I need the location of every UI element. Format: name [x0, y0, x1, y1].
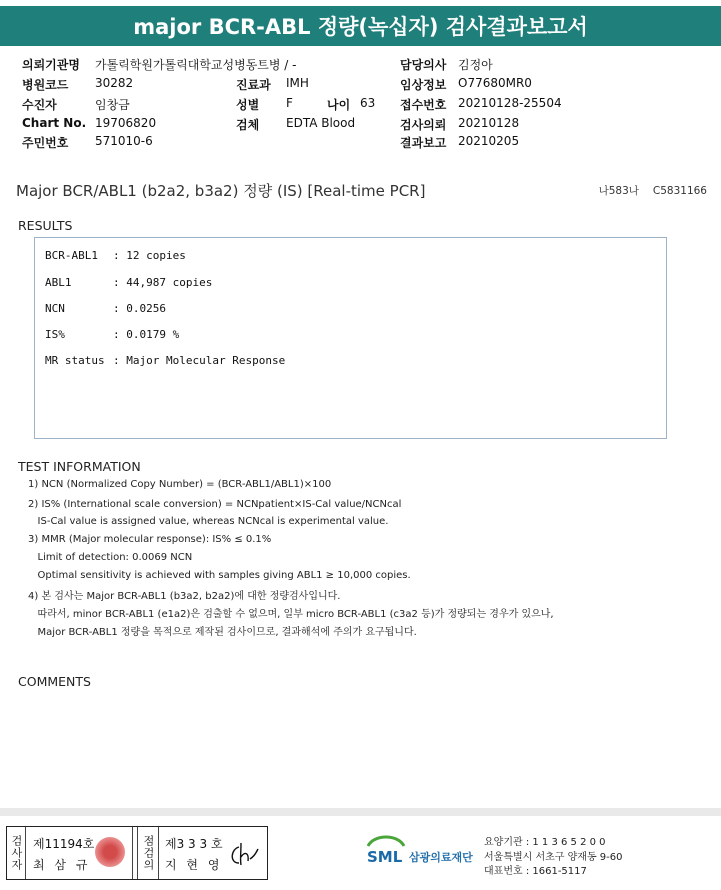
result-row-ncn	[45, 302, 166, 315]
examiner-license: 제11194호	[33, 837, 95, 851]
reviewer-name: 지 현 영	[165, 858, 223, 872]
lab-name: 삼광의료재단	[409, 851, 473, 864]
specimen-label: 검체	[236, 118, 260, 132]
result-value: : 12 copies	[113, 249, 186, 262]
test-codes	[599, 183, 707, 198]
examiner-label-cell	[7, 827, 26, 879]
result-row-is-percent	[45, 328, 179, 341]
hospital-code-label: 병원코드	[22, 78, 69, 92]
result-value: : 0.0256	[113, 302, 166, 315]
examiner-name: 최 삼 규	[33, 858, 91, 872]
test-info-line: IS-Cal value is assigned value, whereas NCNcal is experimental value.	[28, 516, 389, 527]
result-row-abl1	[45, 276, 212, 289]
examiner-label: 검사자	[10, 835, 23, 871]
results-heading: RESULTS	[18, 218, 73, 233]
comments-heading: COMMENTS	[18, 674, 91, 689]
clinical-info-label: 임상정보	[400, 78, 447, 92]
result-key: BCR-ABL1	[45, 249, 98, 262]
request-date-value: 20210128	[458, 116, 520, 130]
test-name: Major BCR/ABL1 (b2a2, b3a2) 정량 (IS) [Real-time PCR]	[16, 182, 426, 200]
chart-no-value: 19706820	[95, 116, 157, 130]
test-info-line: 4) 본 검사는 Major BCR-ABL1 (b3a2, b2a2)에 대한 정량검사입니다.	[28, 591, 341, 602]
test-info-line: 2) IS% (International scale conversion) = NCNpatient×IS-Cal value/NCNcal	[28, 499, 402, 510]
hospital-code-value: 30282	[95, 76, 134, 90]
sex-value: F	[286, 96, 293, 110]
lab-address: 서울특별시 서초구 양재동 9-60	[484, 852, 623, 863]
result-key: MR status	[45, 354, 105, 367]
accession-label: 접수번호	[400, 98, 447, 112]
chart-no-label: Chart No.	[22, 116, 87, 130]
lab-phone: 대표번호 : 1661-5117	[484, 866, 587, 877]
result-value: : 44,987 copies	[113, 276, 213, 289]
doctor-value: 김정아	[458, 58, 493, 72]
report-title: major BCR-ABL 정량(녹십자) 검사결과보고서	[0, 6, 721, 46]
footer-divider	[0, 808, 721, 816]
sex-label: 성별	[236, 98, 260, 112]
result-key: IS%	[45, 328, 65, 341]
reviewer-license: 제3 3 3 호	[165, 837, 223, 851]
clinical-info-value: O77680MR0	[458, 76, 532, 90]
reviewer-signature	[225, 839, 261, 869]
sml-logo-icon	[364, 832, 408, 868]
sign-divider	[131, 827, 133, 879]
examinee-value: 임창금	[95, 98, 130, 112]
department-label: 진료과	[236, 78, 271, 92]
specimen-value: EDTA Blood	[286, 116, 356, 130]
test-info-line: 1) NCN (Normalized Copy Number) = (BCR-ABL1/ABL1)×100	[28, 479, 332, 490]
result-row-mr-status	[45, 354, 285, 367]
accession-value: 20210128-25504	[458, 96, 562, 110]
test-info-heading: TEST INFORMATION	[18, 459, 141, 474]
doctor-label: 담당의사	[400, 58, 447, 72]
examiner-seal	[95, 837, 125, 867]
institution-value: 가톨릭학원가톨릭대학교성병동트병 / -	[95, 58, 297, 72]
test-code-primary: 나583나	[598, 185, 639, 197]
result-value: : 0.0179 %	[113, 328, 180, 341]
test-code-secondary: C5831166	[652, 185, 707, 197]
age-value: 63	[360, 96, 376, 110]
reviewer-label: 점검의	[142, 835, 155, 871]
test-info-line: Limit of detection: 0.0069 NCN	[28, 552, 193, 563]
signature-box	[6, 826, 268, 880]
report-date-label: 결과보고	[400, 136, 447, 150]
sml-logo-text: SML	[367, 848, 403, 866]
report-date-value: 20210205	[458, 134, 520, 148]
reviewer-label-cell	[137, 827, 159, 879]
age-label: 나이	[327, 98, 351, 112]
result-row-bcr-abl1	[45, 249, 186, 262]
examinee-label: 수진자	[22, 98, 57, 112]
test-info-line: Optimal sensitivity is achieved with samples giving ABL1 ≥ 10,000 copies.	[28, 570, 411, 581]
result-key: ABL1	[45, 276, 72, 289]
result-key: NCN	[45, 302, 65, 315]
test-info-line: 3) MMR (Major molecular response): IS% ≤ 0.1%	[28, 534, 272, 545]
department-value: IMH	[286, 76, 309, 90]
request-date-label: 검사의뢰	[400, 118, 447, 132]
result-value: : Major Molecular Response	[113, 354, 286, 367]
care-institution: 요양기관 : 1 1 3 6 5 2 0 0	[484, 837, 606, 848]
results-box	[34, 237, 667, 439]
resident-no-label: 주민번호	[22, 136, 69, 150]
test-info-line: Major BCR-ABL1 정량을 목적으로 제작된 검사이므로, 결과해석에 주의가 요구됩니다.	[28, 627, 417, 638]
institution-label: 의뢰기관명	[22, 58, 80, 72]
test-info-line: 따라서, minor BCR-ABL1 (e1a2)은 검출할 수 없으며, 일부 micro BCR-ABL1 (c3a2 등)가 정량되는 경우가 있으나,	[28, 609, 554, 620]
resident-no-value: 571010-6	[95, 134, 153, 148]
